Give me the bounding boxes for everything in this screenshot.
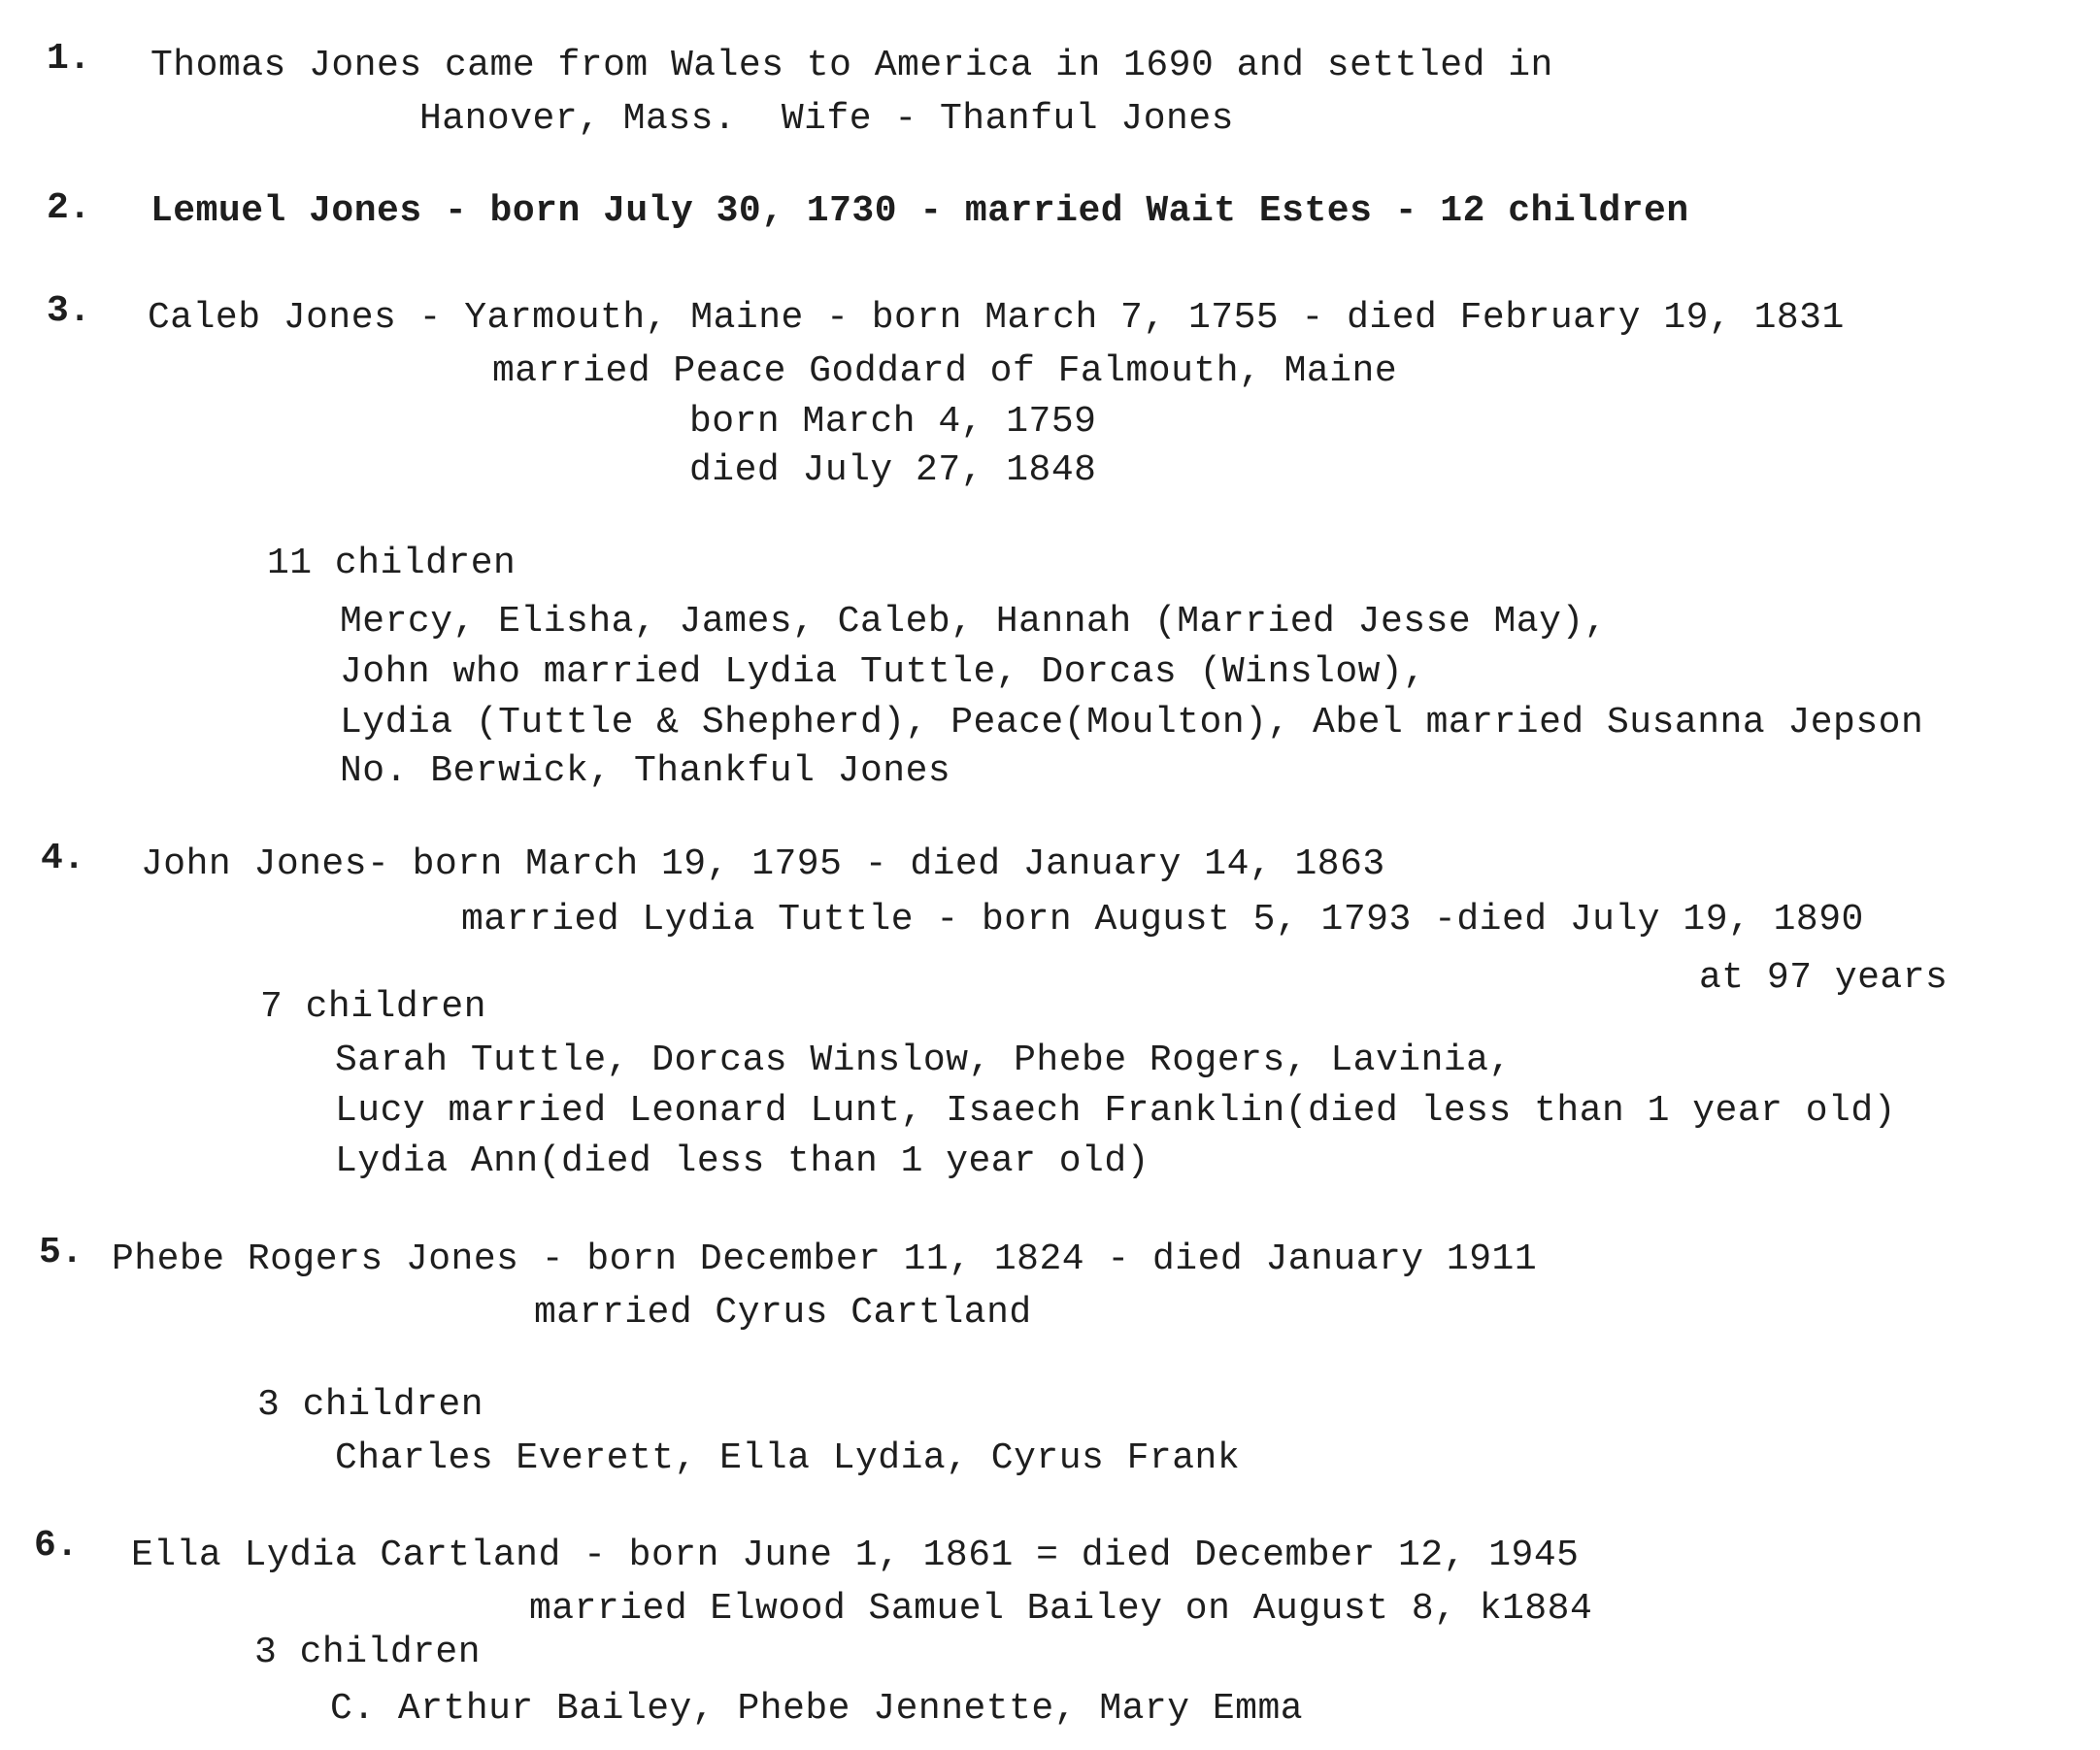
entry-5-number: 5. (39, 1232, 83, 1273)
entry-2-number: 2. (47, 187, 91, 229)
entry-5-line-1: Phebe Rogers Jones - born December 11, 1824 - died January 1911 (112, 1238, 1538, 1280)
entry-4-line-1: John Jones- born March 19, 1795 - died January 14, 1863 (141, 843, 1385, 885)
entry-4-children-line-1: Sarah Tuttle, Dorcas Winslow, Phebe Rogers, Lavinia, (335, 1040, 1512, 1081)
entry-3-children-line-3: Lydia (Tuttle & Shepherd), Peace(Moulton), Abel married Susanna Jepson (340, 702, 1924, 743)
entry-3-number: 3. (47, 290, 91, 332)
entry-6-children-line-1: C. Arthur Bailey, Phebe Jennette, Mary Emma (330, 1688, 1304, 1730)
entry-6-number: 6. (34, 1525, 79, 1567)
entry-3-children-count: 11 children (267, 543, 517, 584)
entry-5-line-2: married Cyrus Cartland (534, 1292, 1032, 1334)
entry-3-line-2: married Peace Goddard of Falmouth, Maine (492, 350, 1398, 392)
entry-1-number: 1. (47, 38, 91, 80)
entry-2-line-1: Lemuel Jones - born July 30, 1730 - married Wait Estes - 12 children (150, 190, 1689, 232)
entry-3-line-3: born March 4, 1759 (689, 401, 1097, 443)
entry-3-line-4: died July 27, 1848 (689, 449, 1097, 491)
entry-4-line-2: married Lydia Tuttle - born August 5, 1793 -died July 19, 1890 (461, 899, 1864, 941)
entry-4-children-count: 7 children (260, 986, 487, 1028)
entry-3-children-line-4: No. Berwick, Thankful Jones (340, 750, 951, 792)
entry-1-line-2: Hanover, Mass. Wife - Thanful Jones (419, 98, 1234, 140)
entry-5-children-count: 3 children (257, 1384, 484, 1426)
entry-6-children-count: 3 children (254, 1632, 482, 1673)
entry-4-line-3: at 97 years (1699, 957, 1949, 999)
entry-5-children-line-1: Charles Everett, Ella Lydia, Cyrus Frank (335, 1437, 1241, 1479)
entry-6-line-2: married Elwood Samuel Bailey on August 8, k1884 (529, 1588, 1593, 1630)
entry-6-line-1: Ella Lydia Cartland - born June 1, 1861 = died December 12, 1945 (131, 1535, 1580, 1576)
entry-4-children-line-3: Lydia Ann(died less than 1 year old) (335, 1140, 1150, 1182)
entry-1-line-1: Thomas Jones came from Wales to America in 1690 and settled in (150, 45, 1553, 86)
entry-3-children-line-1: Mercy, Elisha, James, Caleb, Hannah (Married Jesse May), (340, 601, 1608, 643)
entry-4-children-line-2: Lucy married Leonard Lunt, Isaech Franklin(died less than 1 year old) (335, 1090, 1896, 1132)
entry-3-children-line-2: John who married Lydia Tuttle, Dorcas (Winslow), (340, 651, 1426, 693)
entry-3-line-1: Caleb Jones - Yarmouth, Maine - born March 7, 1755 - died February 19, 1831 (148, 297, 1845, 339)
entry-4-number: 4. (41, 838, 85, 879)
